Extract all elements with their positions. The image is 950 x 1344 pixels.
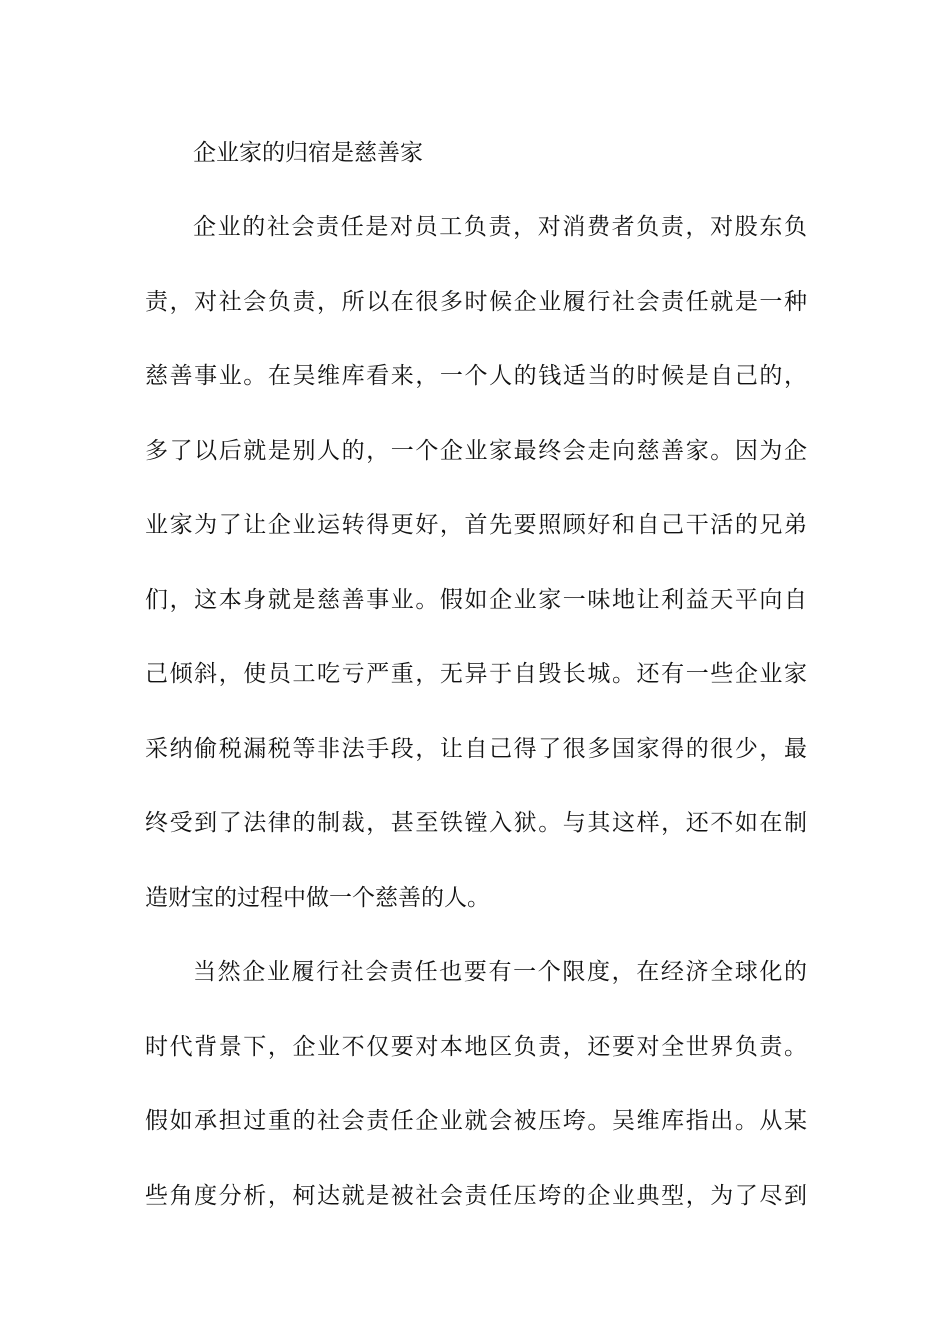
paragraph-line: 些角度分析，柯达就是被社会责任压垮的企业典型，为了尽到 [145, 1183, 807, 1209]
paragraph-line: 责，对社会负责，所以在很多时候企业履行社会责任就是一种 [145, 289, 807, 315]
paragraph-line: 慈善事业。在吴维库看来，一个人的钱适当的时候是自己的， [145, 363, 807, 389]
paragraph-line: 采纳偷税漏税等非法手段，让自己得了很多国家得的很少，最 [145, 736, 807, 762]
paragraph-line: 当然企业履行社会责任也要有一个限度，在经济全球化的 [193, 959, 807, 985]
paragraph-line: 假如承担过重的社会责任企业就会被压垮。吴维库指出。从某 [145, 1108, 807, 1134]
paragraph-line: 己倾斜，使员工吃亏严重，无异于自毁长城。还有一些企业家 [145, 661, 807, 687]
document-title: 企业家的归宿是慈善家 [193, 140, 423, 166]
paragraph-line: 终受到了法律的制裁，甚至铁镗入狱。与其这样，还不如在制 [145, 810, 807, 836]
paragraph-line: 多了以后就是别人的，一个企业家最终会走向慈善家。因为企 [145, 438, 807, 464]
paragraph-line: 时代背景下，企业不仅要对本地区负责，还要对全世界负责。 [145, 1034, 807, 1060]
paragraph-line: 业家为了让企业运转得更好，首先要照顾好和自己干活的兄弟 [145, 512, 807, 538]
paragraph-line: 造财宝的过程中做一个慈善的人。 [145, 885, 490, 911]
paragraph-line: 企业的社会责任是对员工负责，对消费者负责，对股东负 [193, 214, 807, 240]
paragraph-line: 们，这本身就是慈善事业。假如企业家一味地让利益天平向自 [145, 587, 807, 613]
